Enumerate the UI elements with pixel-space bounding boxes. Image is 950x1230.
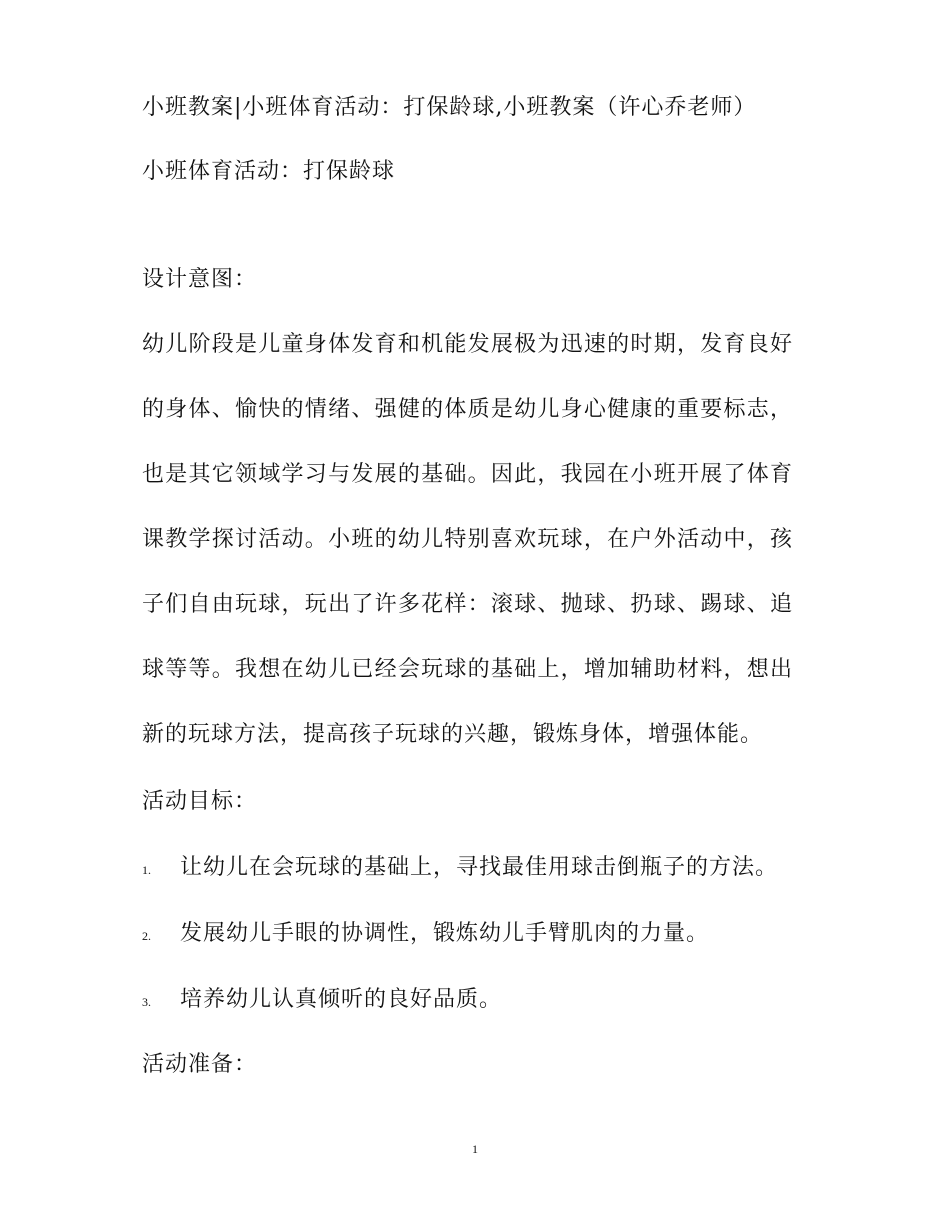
paragraph-line: 的身体、愉快的情绪、强健的体质是幼儿身心健康的重要标志，: [142, 397, 792, 422]
list-item-number: 1.: [142, 863, 151, 877]
list-item-text: 发展幼儿手眼的协调性，锻炼幼儿手臂肌肉的力量。: [180, 921, 710, 946]
list-item-number: 3.: [142, 995, 151, 1009]
activity-prep-heading: 活动准备：: [142, 1052, 258, 1077]
paragraph-line: 幼儿阶段是儿童身体发育和机能发展极为迅速的时期，发育良好: [142, 332, 792, 357]
paragraph-line: 课教学探讨活动。小班的幼儿特别喜欢玩球，在户外活动中，孩: [142, 527, 792, 552]
paragraph-line: 子们自由玩球，玩出了许多花样：滚球、抛球、扔球、踢球、追: [142, 592, 792, 617]
document-title: 小班教案|小班体育活动：打保龄球,小班教案（许心乔老师）: [142, 95, 757, 120]
list-item-text: 让幼儿在会玩球的基础上，寻找最佳用球击倒瓶子的方法。: [180, 855, 779, 880]
document-subtitle: 小班体育活动：打保龄球: [142, 159, 396, 184]
page-number: 1: [472, 1142, 478, 1156]
list-item-text: 培养幼儿认真倾听的良好品质。: [180, 987, 503, 1012]
paragraph-line: 球等等。我想在幼儿已经会玩球的基础上，增加辅助材料，想出: [142, 657, 792, 682]
activity-goals-heading: 活动目标：: [142, 789, 258, 814]
design-intent-heading: 设计意图：: [142, 267, 258, 292]
paragraph-line: 也是其它领域学习与发展的基础。因此，我园在小班开展了体育: [142, 462, 792, 487]
list-item-number: 2.: [142, 929, 151, 943]
paragraph-line: 新的玩球方法，提高孩子玩球的兴趣，锻炼身体，增强体能。: [142, 722, 764, 747]
